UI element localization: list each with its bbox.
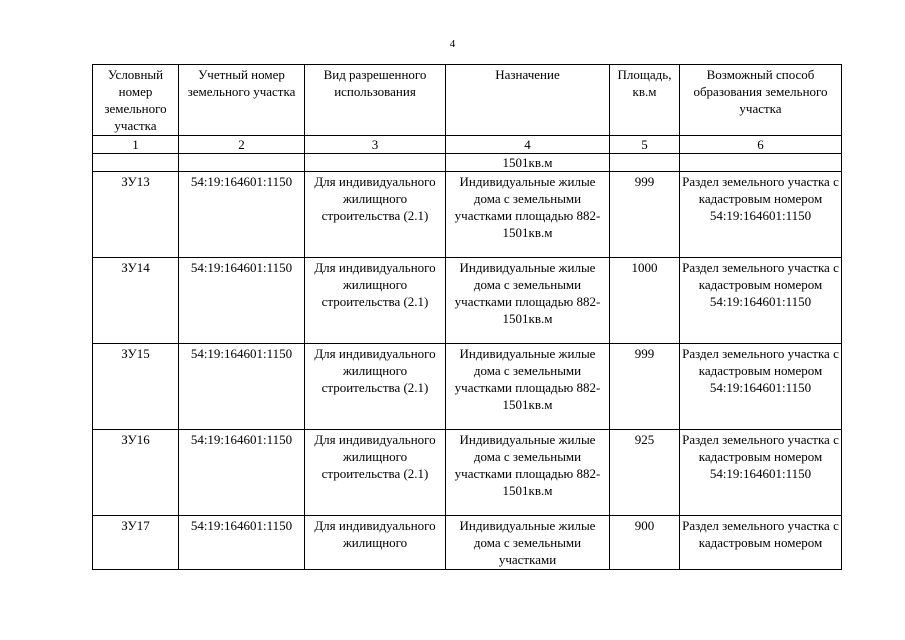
header-cell-formation-method: Возможный способ образования земельного участка — [680, 65, 842, 136]
area-cell: 900 — [610, 516, 680, 570]
header-cell-purpose: Назначение — [446, 65, 610, 136]
formation-method-cell: Раздел земельного участка с кадастровым номером 54:19:164601:1150 — [680, 172, 842, 258]
table-cell — [680, 154, 842, 172]
registration-number-cell: 54:19:164601:1150 — [179, 516, 305, 570]
column-number-row — [93, 136, 842, 154]
page-number: 4 — [449, 38, 456, 50]
plot-number-cell: ЗУ15 — [93, 344, 179, 430]
formation-method-cell: Раздел земельного участка с кадастровым номером 54:19:164601:1150 — [680, 258, 842, 344]
registration-number-cell: 54:19:164601:1150 — [179, 430, 305, 516]
purpose-cell: Индивидуальные жилые дома с земельными участками площадью 882-1501кв.м — [446, 258, 610, 344]
header-cell-permitted-use: Вид разрешенного использования — [305, 65, 446, 136]
land-plots-table — [92, 64, 842, 570]
plot-number-cell: ЗУ13 — [93, 172, 179, 258]
purpose-cell: Индивидуальные жилые дома с земельными участками площадью 882-1501кв.м — [446, 172, 610, 258]
plot-number-cell: ЗУ17 — [93, 516, 179, 570]
registration-number-cell: 54:19:164601:1150 — [179, 344, 305, 430]
column-number-cell: 1 — [93, 136, 179, 154]
table-cell — [305, 154, 446, 172]
table-row — [93, 516, 842, 570]
table-cell — [93, 154, 179, 172]
header-cell-plot-number: Условный номер земельного участка — [93, 65, 179, 136]
column-number-cell: 6 — [680, 136, 842, 154]
table-cell: 1501кв.м — [446, 154, 610, 172]
permitted-use-cell: Для индивидуального жилищного строительства (2.1) — [305, 172, 446, 258]
formation-method-cell: Раздел земельного участка с кадастровым номером 54:19:164601:1150 — [680, 344, 842, 430]
formation-method-cell: Раздел земельного участка с кадастровым номером 54:19:164601:1150 — [680, 430, 842, 516]
permitted-use-cell: Для индивидуального жилищного строительства (2.1) — [305, 258, 446, 344]
column-number-cell: 5 — [610, 136, 680, 154]
header-cell-registration-number: Учетный номер земельного участка — [179, 65, 305, 136]
area-cell: 925 — [610, 430, 680, 516]
table-row — [93, 344, 842, 430]
header-row — [93, 65, 842, 136]
area-cell: 999 — [610, 344, 680, 430]
area-cell: 999 — [610, 172, 680, 258]
permitted-use-cell: Для индивидуального жилищного строительства (2.1) — [305, 430, 446, 516]
table-row — [93, 172, 842, 258]
column-number-cell: 2 — [179, 136, 305, 154]
registration-number-cell: 54:19:164601:1150 — [179, 172, 305, 258]
table-cell — [179, 154, 305, 172]
header-cell-area: Площадь, кв.м — [610, 65, 680, 136]
column-number-cell: 4 — [446, 136, 610, 154]
plot-number-cell: ЗУ16 — [93, 430, 179, 516]
plot-number-cell: ЗУ14 — [93, 258, 179, 344]
area-cell: 1000 — [610, 258, 680, 344]
purpose-cell: Индивидуальные жилые дома с земельными участками площадью 882-1501кв.м — [446, 430, 610, 516]
continuation-row — [93, 154, 842, 172]
permitted-use-cell: Для индивидуального жилищного — [305, 516, 446, 570]
purpose-cell: Индивидуальные жилые дома с земельными участками площадью 882-1501кв.м — [446, 344, 610, 430]
formation-method-cell: Раздел земельного участка с кадастровым номером — [680, 516, 842, 570]
table-row — [93, 258, 842, 344]
table-row — [93, 430, 842, 516]
registration-number-cell: 54:19:164601:1150 — [179, 258, 305, 344]
permitted-use-cell: Для индивидуального жилищного строительства (2.1) — [305, 344, 446, 430]
column-number-cell: 3 — [305, 136, 446, 154]
table-cell — [610, 154, 680, 172]
purpose-cell: Индивидуальные жилые дома с земельными участками — [446, 516, 610, 570]
